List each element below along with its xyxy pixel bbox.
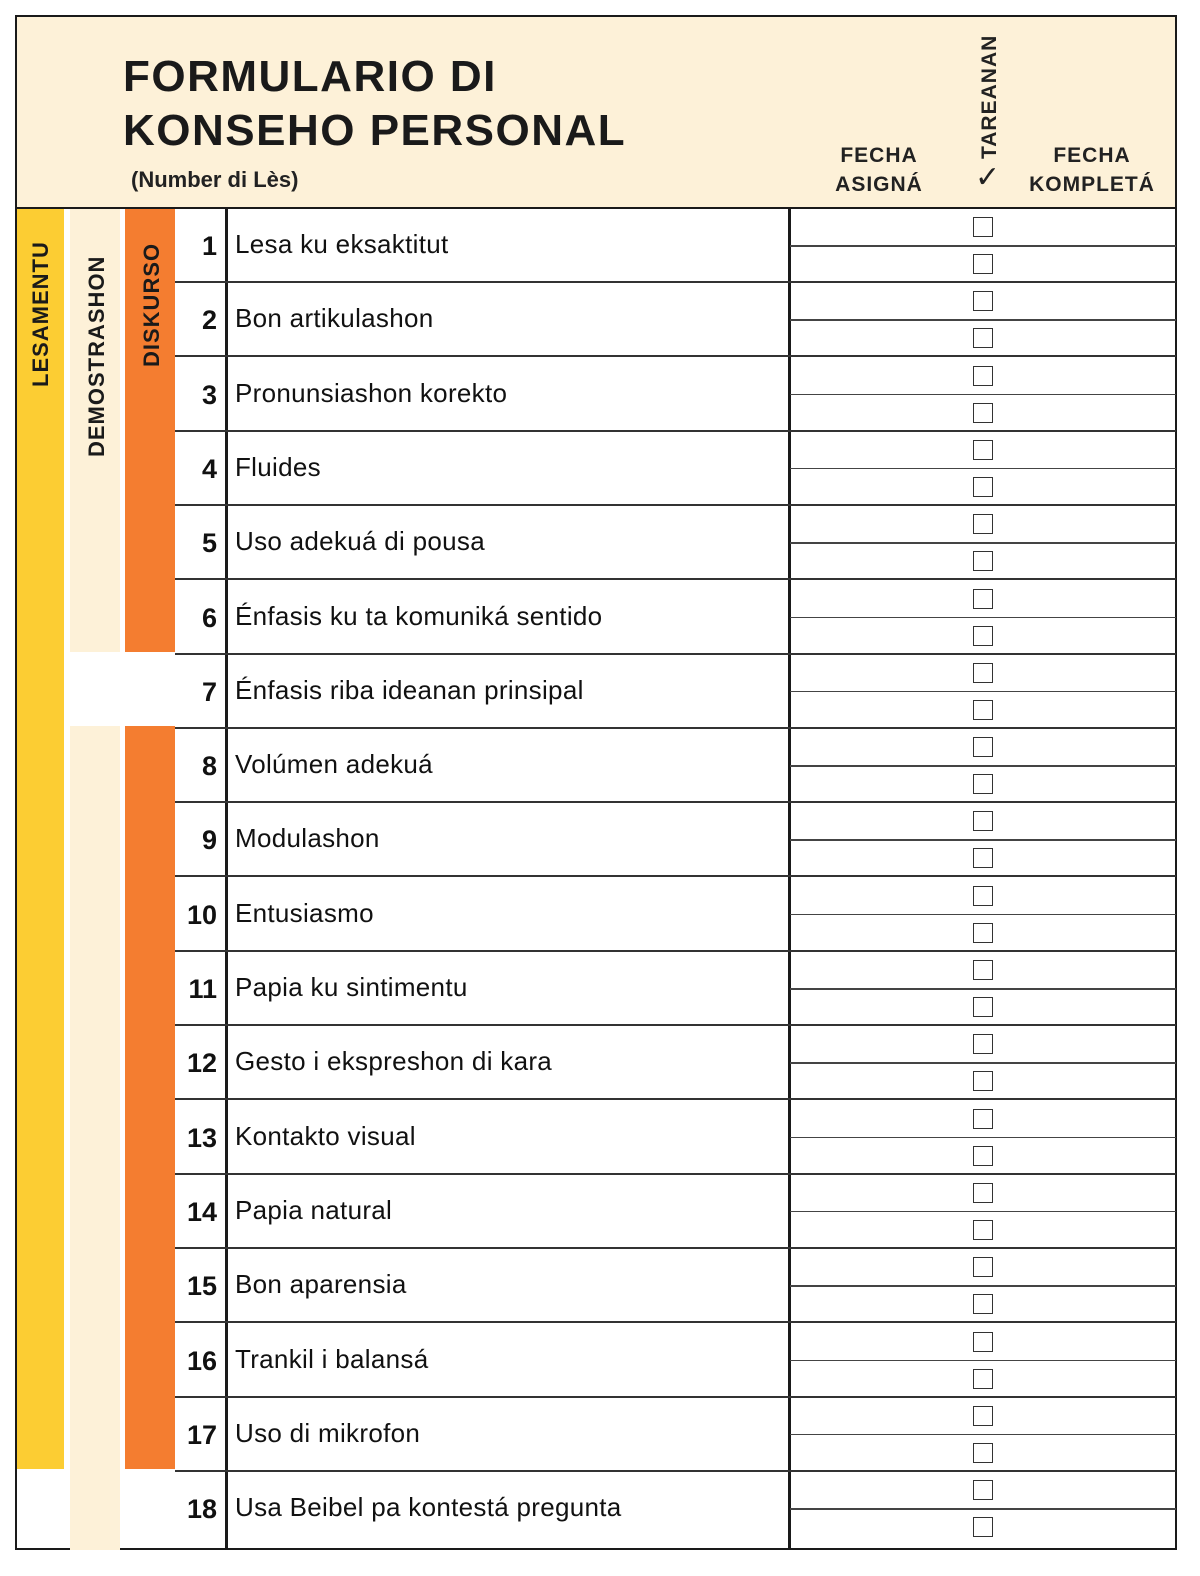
lesson-number: 14	[186, 1196, 217, 1227]
task-checkbox[interactable]	[973, 1220, 993, 1240]
date-completed-label-2: KOMPLETÁ	[1029, 173, 1155, 196]
lesson-number: 17	[186, 1419, 217, 1450]
lesson-number: 2	[201, 305, 217, 336]
lesson-title: Lesa ku eksaktitut	[235, 229, 449, 259]
lesson-title: Kontakto visual	[235, 1120, 416, 1151]
lesson-title: Uso di mikrofon	[235, 1417, 421, 1448]
lesson-row	[175, 432, 1176, 506]
lesson-number: 13	[186, 1122, 217, 1153]
task-checkbox[interactable]	[973, 366, 993, 386]
date-assigned-label-2: ASIGNÁ	[835, 173, 923, 196]
task-checkbox[interactable]	[973, 514, 993, 534]
date-row-divider	[790, 1137, 1176, 1139]
task-checkbox[interactable]	[973, 737, 993, 757]
task-checkbox[interactable]	[973, 1109, 993, 1129]
lesson-title: Papia natural	[235, 1194, 393, 1225]
task-checkbox[interactable]	[973, 254, 993, 274]
lesson-number: 8	[201, 751, 217, 782]
task-checkbox[interactable]	[973, 811, 993, 831]
lesson-title: Uso adekuá di pousa	[235, 526, 485, 557]
task-checkbox[interactable]	[973, 1443, 993, 1463]
date-row-divider	[790, 1285, 1176, 1287]
task-checkbox[interactable]	[973, 848, 993, 868]
task-checkbox[interactable]	[973, 1517, 993, 1537]
lesson-title: Gesto i ekspreshon di kara	[235, 1046, 553, 1077]
column-header-date-assigned	[817, 141, 941, 199]
lesson-title: Bon artikulashon	[235, 303, 434, 334]
lesson-row	[175, 1101, 1176, 1175]
task-checkbox[interactable]	[973, 923, 993, 943]
lesson-title: Volúmen adekuá	[235, 749, 433, 780]
checkmark-icon: ✓	[975, 161, 1001, 194]
lesson-number: 15	[186, 1271, 217, 1302]
date-row-divider	[790, 691, 1176, 693]
lesson-number: 9	[201, 825, 217, 856]
lesson-number: 16	[186, 1345, 217, 1376]
form-title-line1: FORMULARIO DI	[123, 52, 497, 101]
lesson-title: Papia ku sintimentu	[235, 972, 468, 1002]
lesson-title: Énfasis riba ideanan prinsipal	[235, 674, 584, 705]
form-subtitle: (Number di Lès)	[131, 167, 299, 192]
date-assigned-label-1: FECHA	[840, 144, 918, 167]
date-completed-label-1: FECHA	[1053, 144, 1131, 167]
lesson-number: 3	[201, 379, 217, 410]
task-checkbox[interactable]	[973, 997, 993, 1017]
lesson-number: 4	[201, 453, 217, 484]
lesson-number: 12	[186, 1048, 217, 1079]
lesson-number: 7	[201, 676, 217, 707]
lesson-row	[175, 803, 1176, 877]
task-checkbox[interactable]	[973, 589, 993, 609]
column-header-tasks	[971, 34, 1011, 199]
task-checkbox[interactable]	[973, 663, 993, 683]
counsel-form	[15, 15, 1177, 1550]
date-row-divider	[790, 1508, 1176, 1510]
lesson-row	[175, 1398, 1176, 1472]
task-checkbox[interactable]	[973, 626, 993, 646]
task-checkbox[interactable]	[973, 291, 993, 311]
task-checkbox[interactable]	[973, 1257, 993, 1277]
task-checkbox[interactable]	[973, 403, 993, 423]
task-checkbox[interactable]	[973, 1406, 993, 1426]
lesson-title: Énfasis ku ta komuniká sentido	[235, 600, 603, 631]
lesson-row	[175, 1324, 1176, 1398]
task-checkbox[interactable]	[973, 1369, 993, 1389]
lesson-row	[175, 1472, 1176, 1546]
task-checkbox[interactable]	[973, 217, 993, 237]
lesson-row	[175, 581, 1176, 655]
lesson-row	[175, 506, 1176, 580]
date-row-divider	[790, 394, 1176, 396]
date-row-divider	[790, 1360, 1176, 1362]
lesson-title: Modulashon	[235, 823, 380, 854]
task-checkbox[interactable]	[973, 886, 993, 906]
date-row-divider	[790, 319, 1176, 321]
tasks-label: TAREANAN	[978, 34, 1001, 159]
task-checkbox[interactable]	[973, 1480, 993, 1500]
lesson-title: Usa Beibel pa kontestá pregunta	[235, 1492, 622, 1523]
lesson-row	[175, 209, 1176, 283]
lesson-title: Entusiasmo	[235, 897, 374, 928]
lesson-number: 10	[186, 899, 217, 930]
lesson-title: Pronunsiashon korekto	[235, 377, 508, 408]
diskurso-band-lower	[125, 726, 175, 1469]
task-checkbox[interactable]	[973, 477, 993, 497]
column-header-date-completed	[1017, 141, 1167, 199]
category-label-diskurso: DISKURSO	[139, 242, 164, 367]
task-checkbox[interactable]	[973, 1034, 993, 1054]
task-checkbox[interactable]	[973, 328, 993, 348]
date-row-divider	[790, 1211, 1176, 1213]
task-checkbox[interactable]	[973, 1071, 993, 1091]
task-checkbox[interactable]	[973, 1332, 993, 1352]
lesson-row	[175, 1249, 1176, 1323]
lesamentu-band	[17, 209, 64, 1469]
category-label-lesamentu: LESAMENTU	[28, 241, 53, 387]
date-row-divider	[790, 914, 1176, 916]
date-row-divider	[790, 1062, 1176, 1064]
task-checkbox[interactable]	[973, 1294, 993, 1314]
category-label-demostrashon: DEMOSTRASHON	[84, 255, 109, 457]
date-row-divider	[790, 542, 1176, 544]
task-checkbox[interactable]	[973, 440, 993, 460]
date-row-divider	[790, 839, 1176, 841]
date-row-divider	[790, 1434, 1176, 1436]
lesson-row	[175, 655, 1176, 729]
lesson-title: Fluides	[235, 451, 321, 482]
task-checkbox[interactable]	[973, 551, 993, 571]
form-header	[17, 17, 1175, 209]
task-checkbox[interactable]	[973, 960, 993, 980]
demostrashon-band-lower	[70, 726, 120, 1550]
lesson-number: 6	[201, 602, 217, 633]
lesson-row	[175, 878, 1176, 952]
date-row-divider	[790, 468, 1176, 470]
date-row-divider	[790, 617, 1176, 619]
task-checkbox[interactable]	[973, 700, 993, 720]
lesson-row	[175, 358, 1176, 432]
task-checkbox[interactable]	[973, 1183, 993, 1203]
date-row-divider	[790, 765, 1176, 767]
lesson-row	[175, 283, 1176, 357]
lesson-row	[175, 952, 1176, 1026]
lesson-row	[175, 729, 1176, 803]
lesson-number: 1	[201, 231, 217, 261]
lesson-row	[175, 1175, 1176, 1249]
lesson-number: 5	[201, 528, 217, 559]
date-row-divider	[790, 245, 1176, 247]
lesson-title: Trankil i balansá	[235, 1343, 429, 1374]
date-row-divider	[790, 988, 1176, 990]
lesson-title: Bon aparensia	[235, 1269, 407, 1300]
task-checkbox[interactable]	[973, 774, 993, 794]
lesson-row	[175, 1026, 1176, 1100]
task-checkbox[interactable]	[973, 1146, 993, 1166]
form-title-line2: KONSEHO PERSONAL	[123, 106, 627, 155]
lesson-number: 11	[188, 974, 217, 1004]
form-title	[123, 50, 626, 158]
lesson-number: 18	[186, 1494, 217, 1525]
